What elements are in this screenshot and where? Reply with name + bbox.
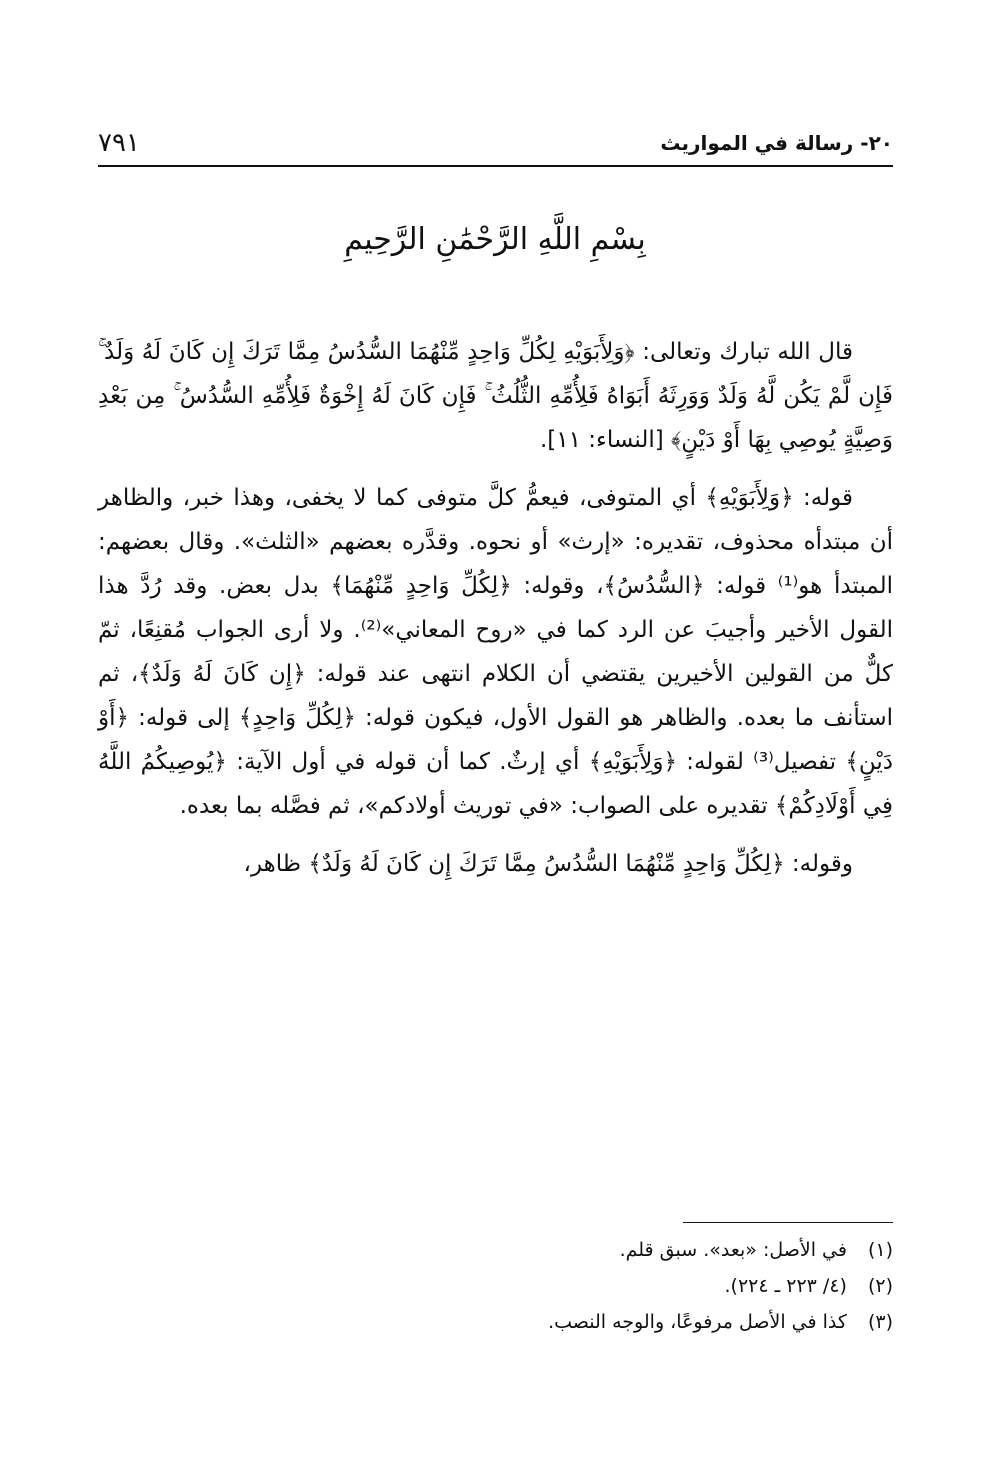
paragraph-commentary: قوله: ﴿وَلِأَبَوَيْهِ﴾ أي المتوفى، فيعمُّ كلَّ متوفى كما لا يخفى، وهذا خبر، والظاهر أن مبتدأه محذوف، تقديره: «إرث» أو نحوه. وقدَّره بعضهم «الثلث». وقال بعضهم: المبتدأ هو⁽¹⁾ قوله: ﴿السُّدُسُ﴾، وقوله: ﴿لِكُلِّ وَاحِدٍ مِّنْهُمَا﴾ بدل بعض. وقد رُدَّ هذا القول الأخير وأجيبَ عن الرد كما في «روح المعاني»⁽²⁾. ولا أرى الجواب مُقنِعًا، ثمّ كلٌّ من القولين الأخيرين يقتضي أن الكلام انتهى عند قوله: ﴿إِن كَانَ لَهُ وَلَدٌ﴾، ثم استأنف ما بعده. والظاهر هو القول الأول، فيكون قوله: ﴿لِكُلِّ وَاحِدٍ﴾ إلى قوله: ﴿أَوْ دَيْنٍ﴾ تفصيل⁽³⁾ لقوله: ﴿وَلِأَبَوَيْهِ﴾ أي إرثٌ. كما أن قوله في أول الآية: ﴿يُوصِيكُمُ اللَّهُ فِي أَوْلَادِكُمْ﴾ تقديره على الصواب: «في توريث أولادكم»، ثم فصَّله بما بعده. (98, 485, 893, 819)
paragraph-continuation: وقوله: ﴿لِكُلِّ وَاحِدٍ مِّنْهُمَا السُّدُسُ مِمَّا تَرَكَ إِن كَانَ لَهُ وَلَدٌ﴾ ظاهر، (243, 851, 853, 877)
header-rule (98, 165, 893, 167)
footnote-number: (٢) (867, 1275, 893, 1297)
page-header (98, 128, 893, 162)
footnote-text: كذا في الأصل مرفوعًا، والوجه النصب. (548, 1311, 847, 1333)
footnote-number: (١) (867, 1239, 893, 1261)
footnote-1 (98, 1232, 893, 1268)
running-title: ٢٠- رسالة في المواريث (660, 131, 893, 155)
footnote-text: (٤/ ٢٢٣ ـ ٢٢٤). (724, 1275, 847, 1297)
footnote-number: (٣) (867, 1311, 893, 1333)
footnote-2 (98, 1268, 893, 1304)
footnotes (98, 1232, 893, 1340)
footnote-3 (98, 1304, 893, 1340)
footnote-text: في الأصل: «بعد». سبق قلم. (619, 1239, 847, 1261)
basmala: بِسْمِ اللَّهِ الرَّحْمَٰنِ الرَّحِيمِ (344, 222, 646, 257)
page-number: ٧٩١ (98, 128, 140, 158)
body-text (98, 330, 893, 900)
paragraph-quote: قال الله تبارك وتعالى: ﴿وَلِأَبَوَيْهِ لِكُلِّ وَاحِدٍ مِّنْهُمَا السُّدُسُ مِمَّا تَرَكَ إِن كَانَ لَهُ وَلَدٌ ۚ فَإِن لَّمْ يَكُن لَّهُ وَلَدٌ وَوَرِثَهُ أَبَوَاهُ فَلِأُمِّهِ الثُّلُثُ ۚ فَإِن كَانَ لَهُ إِخْوَةٌ فَلِأُمِّهِ السُّدُسُ ۚ مِن بَعْدِ وَصِيَّةٍ يُوصِي بِهَا أَوْ دَيْنٍ﴾ [النساء: ١١]. (98, 339, 893, 453)
footnote-rule (683, 1222, 893, 1223)
